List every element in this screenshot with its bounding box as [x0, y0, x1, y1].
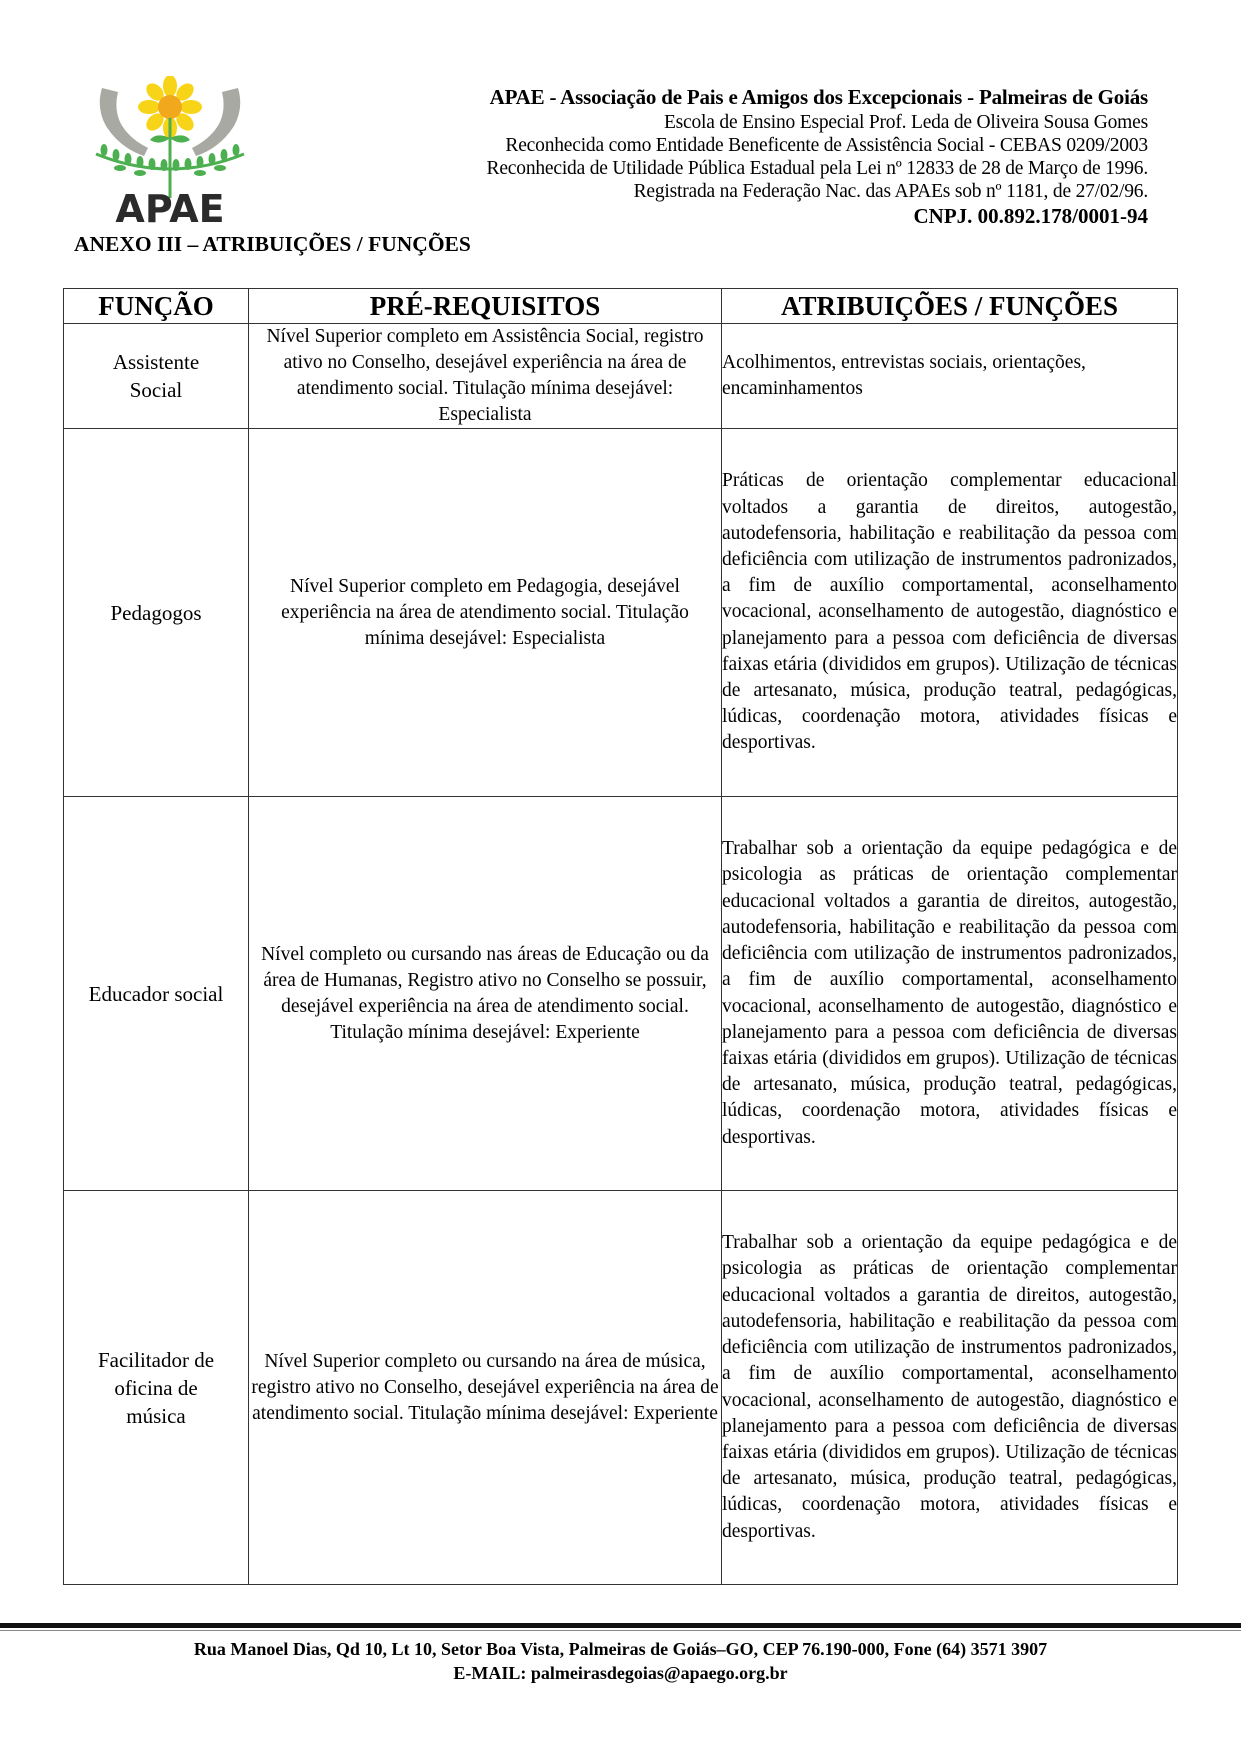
table-header-row	[64, 289, 1178, 324]
cell-requisitos: Nível Superior completo em Assistência Social, registro ativo no Conselho, desejável experiência na área de atendimento social. Titulação mínima desejável: Especialista	[249, 324, 722, 429]
annex-title: ANEXO III – ATRIBUIÇÕES / FUNÇÕES	[74, 232, 471, 256]
cell-requisitos: Nível Superior completo em Pedagogia, desejável experiência na área de atendimento social. Titulação mínima desejável: Especialista	[249, 429, 722, 797]
table-row	[64, 797, 1178, 1191]
footer-divider-thin	[0, 1630, 1241, 1631]
cell-atribuicoes: Práticas de orientação complementar educacional voltados a garantia de direitos, autogestão, autodefensoria, habilitação e reabilitação da pessoa com deficiência com utilização de instrumentos padronizados, a fim de auxílio comportamental, aconselhamento vocacional, aconselhamento de autogestão, diagnóstico e planejamento para a pessoa com deficiência de diversas faixas etária (divididos em grupos). Utilização de técnicas de artesanato, música, produção teatral, pedagógicas, lúdicas, coordenação motora, atividades físicas e desportivas.	[722, 429, 1178, 797]
cell-funcao: Pedagogos	[64, 429, 249, 797]
letterhead-line-cebas: Reconhecida como Entidade Beneficente de Assistência Social - CEBAS 0209/2003	[505, 135, 1148, 156]
organization-name: APAE - Associação de Pais e Amigos dos Excepcionais - Palmeiras de Goiás	[489, 85, 1148, 109]
svg-text:APAE: APAE	[115, 187, 225, 226]
cell-funcao: Facilitador de oficina de música	[64, 1191, 249, 1585]
letterhead-line-school: Escola de Ensino Especial Prof. Leda de Oliveira Sousa Gomes	[663, 112, 1148, 133]
footer	[0, 1637, 1241, 1685]
table-row	[64, 429, 1178, 797]
letterhead	[487, 84, 1148, 230]
apae-flower-hands-icon	[90, 76, 250, 226]
table-row	[64, 1191, 1178, 1585]
footer-email: E-MAIL: palmeirasdegoias@apaego.org.br	[453, 1663, 788, 1683]
cell-funcao: Educador social	[64, 797, 249, 1191]
cell-requisitos: Nível Superior completo ou cursando na área de música, registro ativo no Conselho, desejável experiência na área de atendimento social. Titulação mínima desejável: Experiente	[249, 1191, 722, 1585]
functions-table	[63, 288, 1178, 1585]
cell-atribuicoes: Trabalhar sob a orientação da equipe pedagógica e de psicologia as práticas de orientação complementar educacional voltados a garantia de direitos, autogestão, autodefensoria, habilitação e reabilitação da pessoa com deficiência com utilização de instrumentos padronizados, a fim de auxílio comportamental, aconselhamento vocacional, aconselhamento de autogestão, diagnóstico e planejamento para a pessoa com deficiência de diversas faixas etária (divididos em grupos). Utilização de técnicas de artesanato, música, produção teatral, pedagógicas, lúdicas, coordenação motora, atividades físicas e desportivas.	[722, 1191, 1178, 1585]
column-header-atribuicoes: ATRIBUIÇÕES / FUNÇÕES	[722, 289, 1178, 324]
cell-funcao: Assistente Social	[64, 324, 249, 429]
column-header-prerequisitos: PRÉ-REQUISITOS	[249, 289, 722, 324]
apae-logo	[90, 76, 250, 226]
cell-atribuicoes: Acolhimentos, entrevistas sociais, orientações, encaminhamentos	[722, 324, 1178, 429]
cell-atribuicoes: Trabalhar sob a orientação da equipe pedagógica e de psicologia as práticas de orientação complementar educacional voltados a garantia de direitos, autogestão, autodefensoria, habilitação e reabilitação da pessoa com deficiência com utilização de instrumentos padronizados, a fim de auxílio comportamental, aconselhamento vocacional, aconselhamento de autogestão, diagnóstico e planejamento para a pessoa com deficiência de diversas faixas etária (divididos em grupos). Utilização de técnicas de artesanato, música, produção teatral, pedagógicas, lúdicas, coordenação motora, atividades físicas e desportivas.	[722, 797, 1178, 1191]
cell-requisitos: Nível completo ou cursando nas áreas de Educação ou da área de Humanas, Registro ativo no Conselho se possuir, desejável experiência na área de atendimento social. Titulação mínima desejável: Experiente	[249, 797, 722, 1191]
column-header-funcao: FUNÇÃO	[64, 289, 249, 324]
cnpj: CNPJ. 00.892.178/0001-94	[913, 204, 1148, 228]
footer-divider	[0, 1623, 1241, 1628]
footer-address: Rua Manoel Dias, Qd 10, Lt 10, Setor Boa Vista, Palmeiras de Goiás–GO, CEP 76.190-000, Fone (64) 3571 3907	[193, 1639, 1048, 1659]
letterhead-line-utility: Reconhecida de Utilidade Pública Estadual pela Lei nº 12833 de 28 de Março de 1996.	[486, 158, 1148, 179]
table-row	[64, 324, 1178, 429]
letterhead-line-registration: Registrada na Federação Nac. das APAEs sob nº 1181, de 27/02/96.	[633, 181, 1148, 202]
